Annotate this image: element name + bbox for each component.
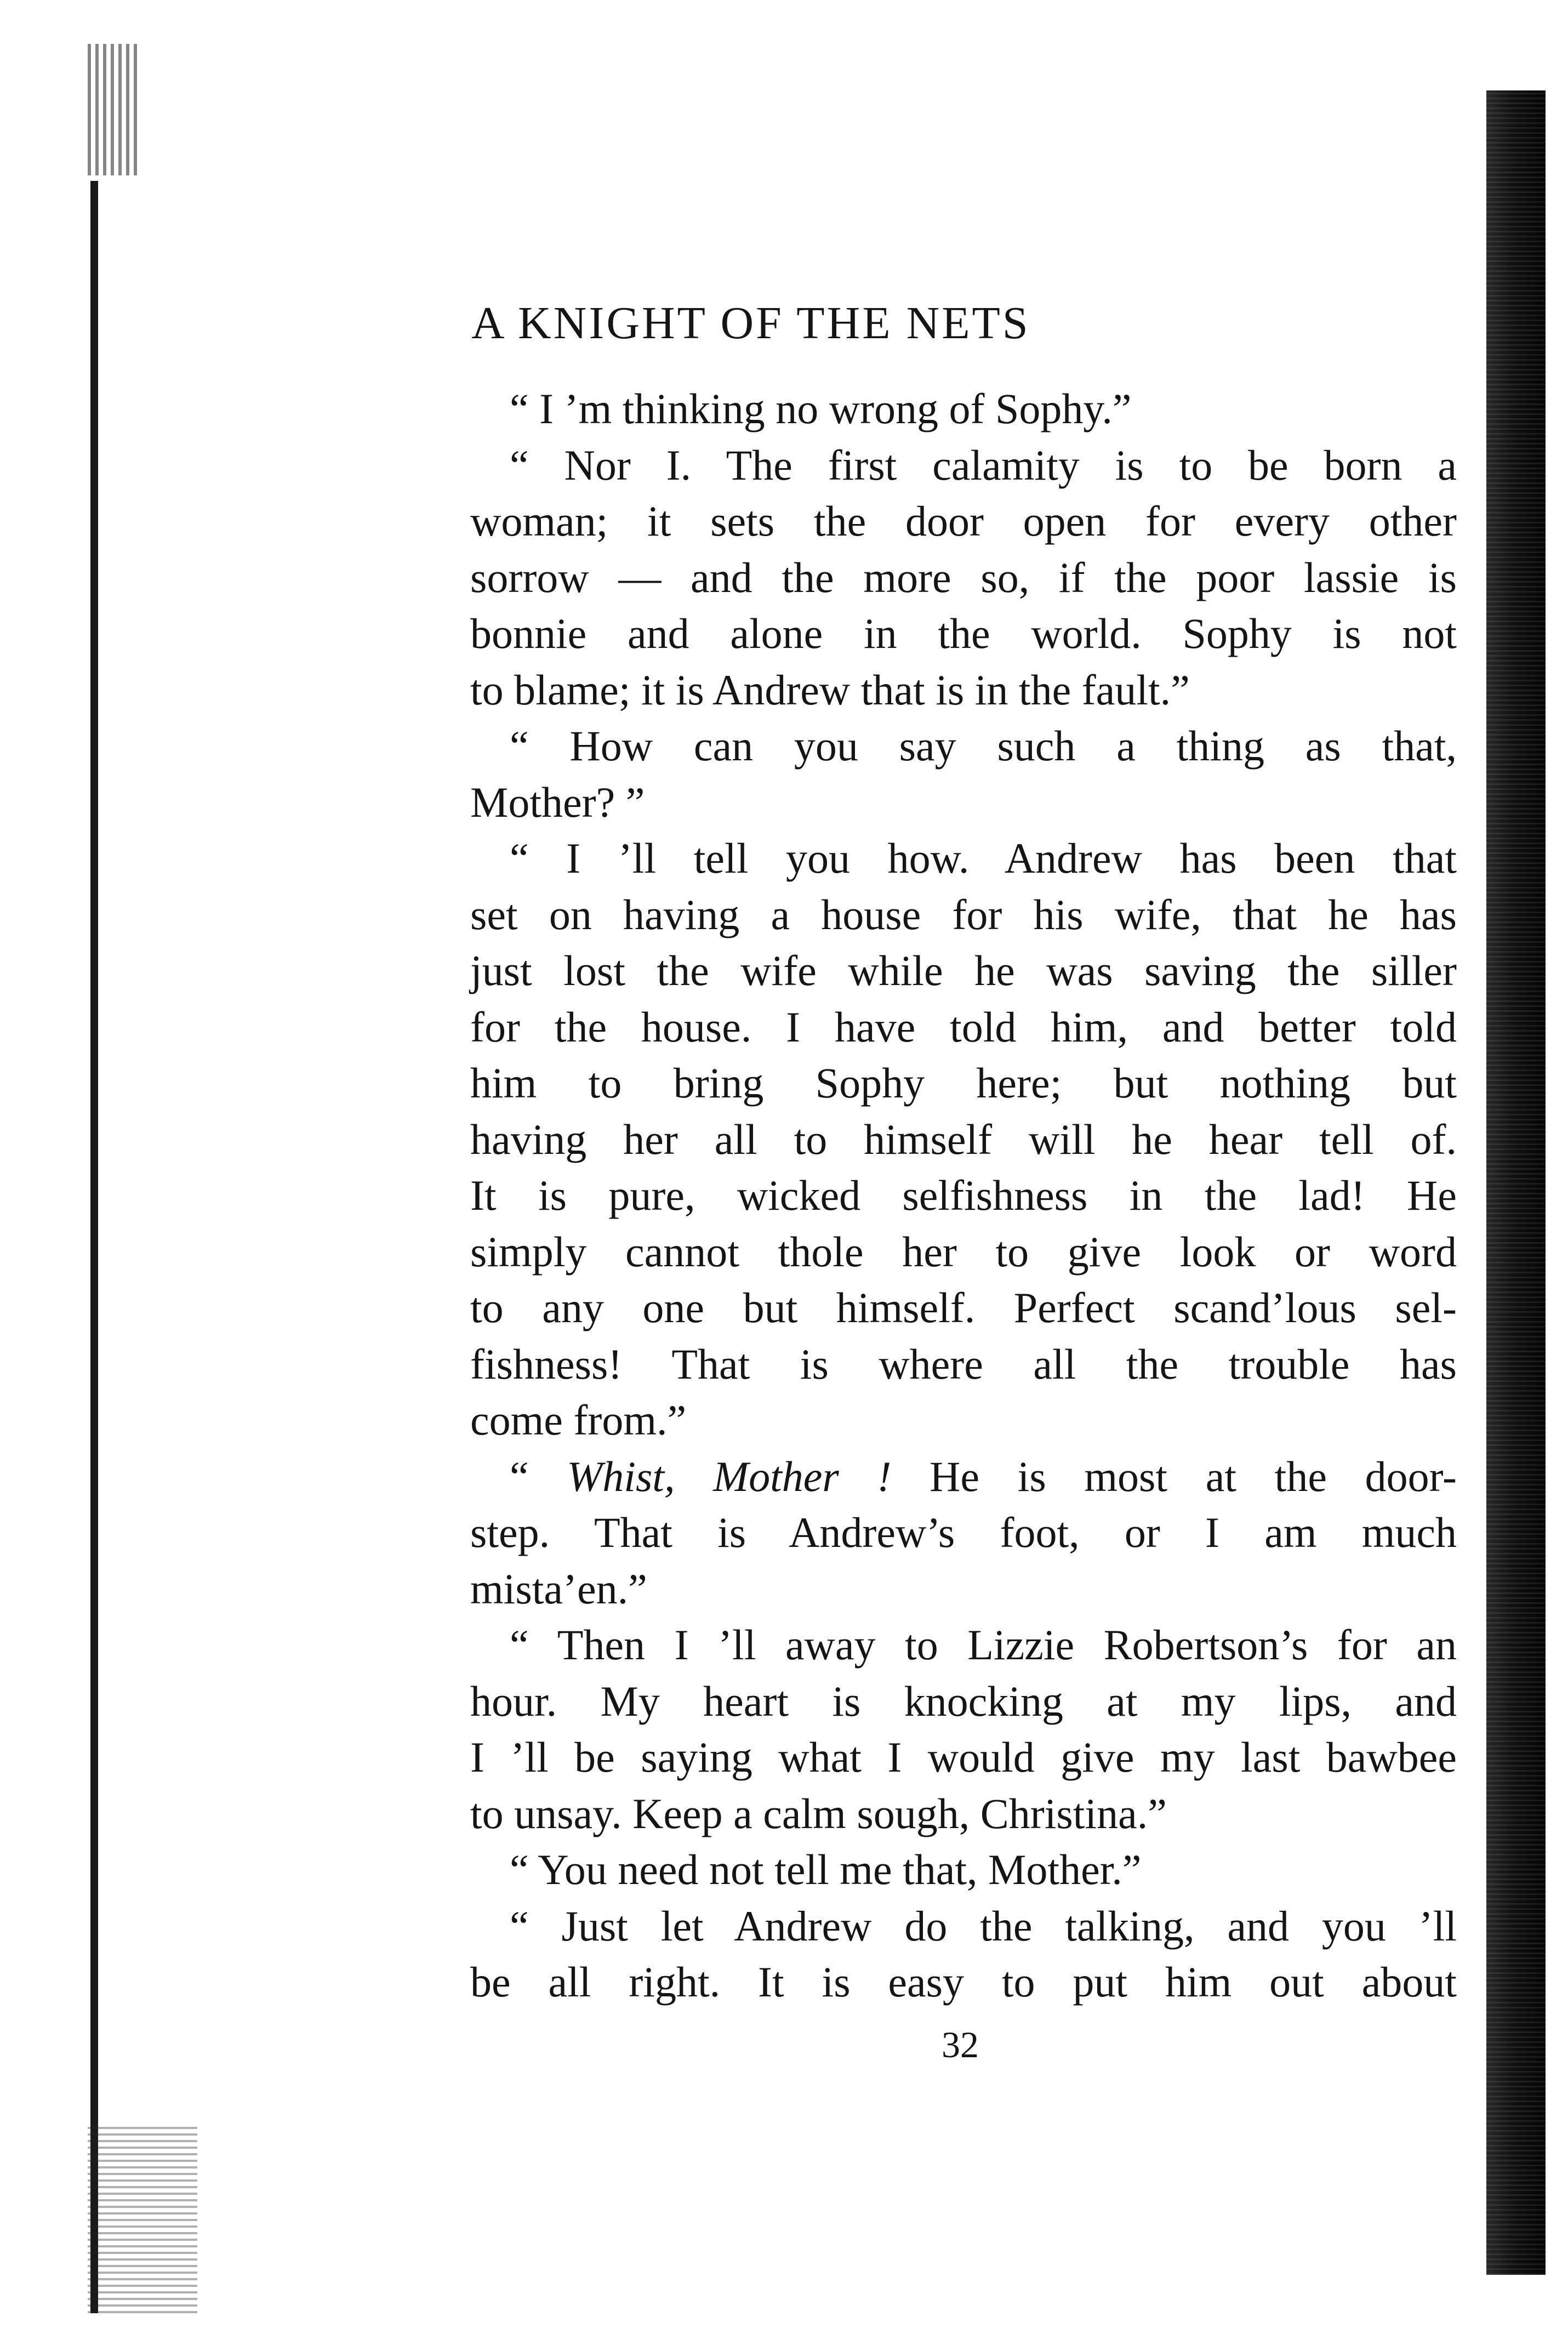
- text-line: “ Nor I. The first calamity is to be born a: [510, 441, 1457, 489]
- open-quote: “: [510, 1452, 567, 1500]
- text-line: be all right. It is easy to put him out about: [470, 1958, 1457, 2006]
- text-line: mista’en.”: [470, 1564, 647, 1613]
- text-line: “ Just let Andrew do the talking, and you ’ll: [510, 1902, 1457, 1950]
- text-line: “ Then I ’ll away to Lizzie Robertson’s for an: [510, 1621, 1457, 1669]
- text-line: to any one but himself. Perfect scand’lous sel-: [470, 1284, 1457, 1331]
- paragraph: [470, 718, 1457, 830]
- scan-gutter-left: [90, 181, 98, 2313]
- text-line: It is pure, wicked selfishness in the lad! He: [470, 1171, 1457, 1219]
- text-line: I ’ll be saying what I would give my last bawbee: [470, 1733, 1457, 1781]
- text-line: him to bring Sophy here; but nothing but: [470, 1059, 1457, 1107]
- paragraph: [470, 1842, 1457, 1898]
- scan-edge-right: [1486, 90, 1546, 2275]
- text-line: “ I ’m thinking no wrong of Sophy.”: [510, 385, 1132, 432]
- paragraph: [470, 437, 1457, 719]
- text-line: set on having a house for his wife, that he has: [470, 890, 1457, 938]
- page-number: 32: [942, 2024, 979, 2065]
- paragraph: [470, 381, 1457, 437]
- text-line: Mother? ”: [470, 778, 645, 826]
- text-line: for the house. I have told him, and better told: [470, 1003, 1457, 1051]
- body-text: [470, 381, 1457, 2011]
- text-line: having her all to himself will he hear tell of.: [470, 1115, 1457, 1163]
- text-line: fishness! That is where all the trouble has: [470, 1340, 1457, 1388]
- text-line: come from.”: [470, 1396, 687, 1444]
- text-line: “ How can you say such a thing as that,: [510, 722, 1457, 770]
- text-line: to blame; it is Andrew that is in the fault.”: [470, 665, 1190, 714]
- line-rest: He is most at the door-: [891, 1452, 1457, 1500]
- text-line: [470, 1449, 1457, 1505]
- text-line: just lost the wife while he was saving the siller: [470, 947, 1457, 994]
- text-line: woman; it sets the door open for every other: [470, 497, 1457, 545]
- text-line: step. That is Andrew’s foot, or I am much: [470, 1509, 1457, 1556]
- text-line: bonnie and alone in the world. Sophy is not: [470, 610, 1457, 657]
- paragraph: [470, 1898, 1457, 2011]
- scan-specks-bottom-left: [88, 2127, 197, 2313]
- text-line: to unsay. Keep a calm sough, Christina.”: [470, 1789, 1167, 1837]
- paragraph: [470, 1617, 1457, 1842]
- text-line: “ I ’ll tell you how. Andrew has been that: [510, 834, 1457, 882]
- running-head: A KNIGHT OF THE NETS: [471, 298, 1030, 349]
- text-line: “ You need not tell me that, Mother.”: [510, 1846, 1142, 1893]
- text-line: sorrow — and the more so, if the poor lassie is: [470, 553, 1457, 601]
- text-line: hour. My heart is knocking at my lips, and: [470, 1677, 1457, 1725]
- paragraph: [470, 830, 1457, 1449]
- text-line: simply cannot thole her to give look or word: [470, 1227, 1457, 1276]
- paragraph: [470, 1449, 1457, 1618]
- italic-exclamation: Whist, Mother !: [567, 1452, 892, 1500]
- scan-specks-top-left: [88, 44, 137, 175]
